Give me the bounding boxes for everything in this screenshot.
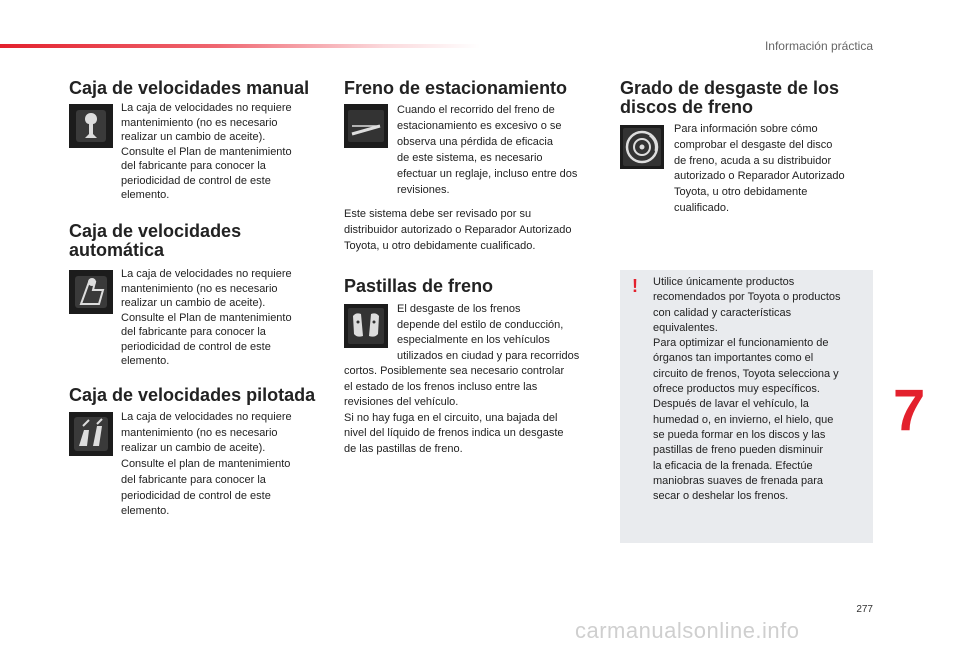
parking-brake-text: Cuando el recorrido del freno de estacionamiento es excesivo o se observa una pérdida de eficacia de este sistema, es necesario efectuar un reglaje, incluso entre dos revisiones. [397,104,578,196]
page-number: 277 [856,604,873,615]
manual-gearbox-title: Caja de velocidades manual [69,78,310,98]
automatic-gearbox-title: Caja de velocidades automática [69,221,242,260]
brake-pads-text-2: cortos. Posiblemente sea necesario controlar el estado de los frenos incluso entre las revisiones del vehículo. Si no hay fuga en el circuito, una bajada del nivel del líquido de frenos indica un desgaste de las pastillas de freno. [344,365,565,455]
parking-brake-icon [344,104,388,148]
automatic-gearbox-text: La caja de velocidades no requiere mantenimiento (no es necesario realizar un cambio de aceite). Consulte el Plan de mantenimiento del fabricante para conocer la periodicidad de control de este elemento. [121,268,292,367]
piloted-gearbox-title: Caja de velocidades pilotada [69,385,316,405]
chapter-number: 7 [893,378,926,443]
piloted-gearbox-icon [69,412,113,456]
piloted-gearbox-text: La caja de velocidades no requiere mantenimiento (no es necesario realizar un cambio de aceite). Consulte el plan de mantenimiento del fabricante para conocer la periodicidad de control de este elemento. [121,411,292,518]
brake-disc-icon [620,125,664,169]
manual-gearbox-text: La caja de velocidades no requiere mantenimiento (no es necesario realizar un cambio de aceite). Consulte el Plan de mantenimiento del fabricante para conocer la periodicidad de control de este elemento. [121,102,292,201]
header-accent-bar [0,44,480,48]
brake-discs-title: Grado de desgaste de los discos de freno [620,78,840,117]
brake-pads-text: El desgaste de los frenos depende del estilo de conducción, especialmente en los vehículos utilizados en ciudad y para recorridos [397,303,580,362]
section-title: Información práctica [764,39,873,53]
parking-brake-title: Freno de estacionamiento [344,78,568,98]
automatic-gear-lever-icon [69,270,113,314]
brake-pads-icon [344,304,388,348]
watermark: carmanualsonline.info [575,618,800,643]
brake-pads-title: Pastillas de freno [344,276,494,296]
warning-icon: ! [632,276,638,296]
brake-discs-text: Para información sobre cómo comprobar el desgaste del disco de freno, acuda a su distribuidor autorizado o Reparador Autorizado Toyota, u otro debidamente cualificado. [674,123,845,214]
parking-brake-text-2: Este sistema debe ser revisado por su distribuidor autorizado o Reparador Autorizado Toyota, u otro debidamente cualificado. [344,208,572,252]
warning-note-text: Utilice únicamente productos recomendados por Toyota o productos con calidad y características equivalentes. Para optimizar el funcionamiento de órganos tan importantes como el circuito de frenos, Toyota selecciona y ofrece productos muy específicos. Después de lavar el vehículo, la humedad o, en invierno, el hielo, que se pueda formar en los discos y las pastillas de freno pueden disminuir la eficacia de la frenada. Efectúe maniobras suaves de frenada para secar o deshelar los frenos. [653,276,841,503]
gear-lever-icon [69,104,113,148]
